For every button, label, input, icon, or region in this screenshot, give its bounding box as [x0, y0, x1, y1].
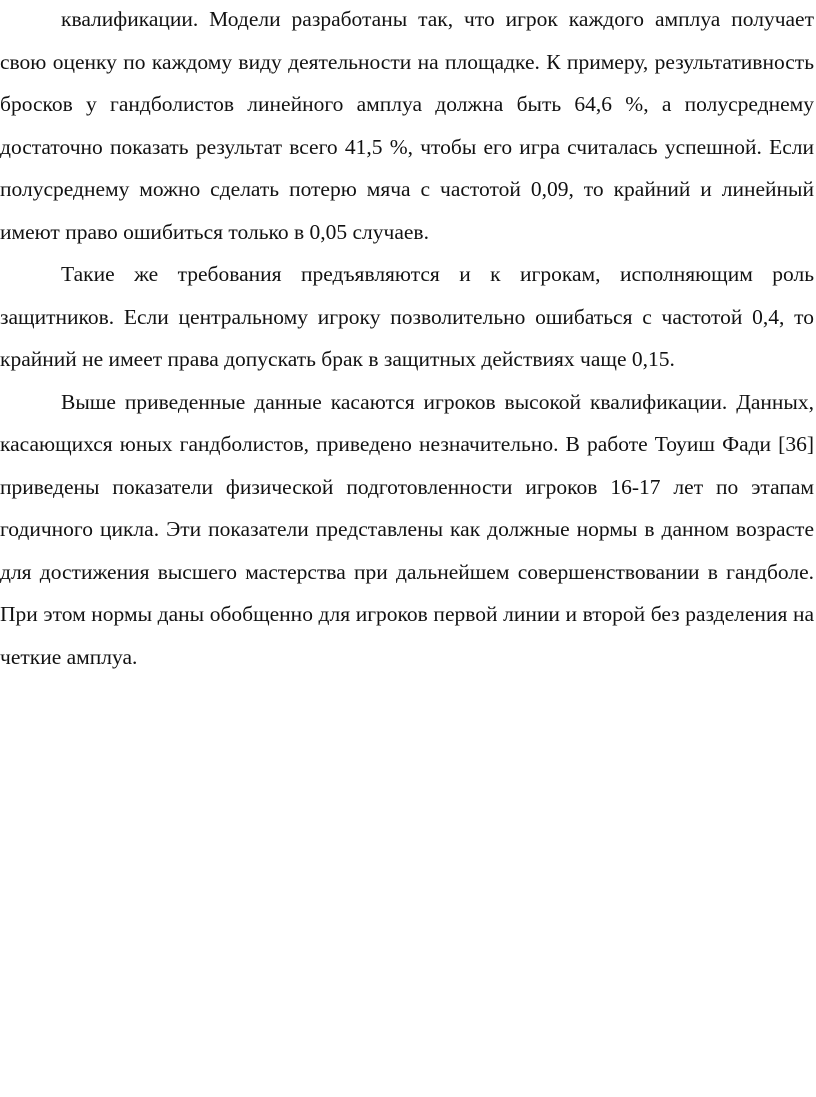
paragraph-3: Выше приведенные данные касаются игроков высокой квалификации. Данных, касающихся юных гандболистов, приведено незначительно. В работе Тоуиш Фади [36] приведены показатели физической подготовленности игроков 16-17 лет по этапам годичного цикла. Эти показатели представлены как должные нормы в данном возрасте для достижения высшего мастерства при дальнейшем совершенствовании в гандболе. При этом нормы даны обобщенно для игроков первой линии и второй без разделения на четкие амплуа.	[0, 389, 814, 669]
paragraph-1: квалификации. Модели разработаны так, что игрок каждого амплуа получает свою оценку по каждому виду деятельности на площадке. К примеру, результативность бросков у гандболистов линейного амплуа должна быть 64,6 %, а полусреднему достаточно показать результат всего 41,5 %, чтобы его игра считалась успешной. Если полусреднему можно сделать потерю мяча с частотой 0,09, то крайний и линейный имеют право ошибиться только в 0,05 случаев.	[0, 7, 814, 244]
paragraph-2: Такие же требования предъявляются и к игрокам, исполняющим роль защитников. Если центральному игроку позволительно ошибаться с частотой 0,4, то крайний не имеет права допускать брак в защитных действиях чаще 0,15.	[0, 262, 814, 371]
